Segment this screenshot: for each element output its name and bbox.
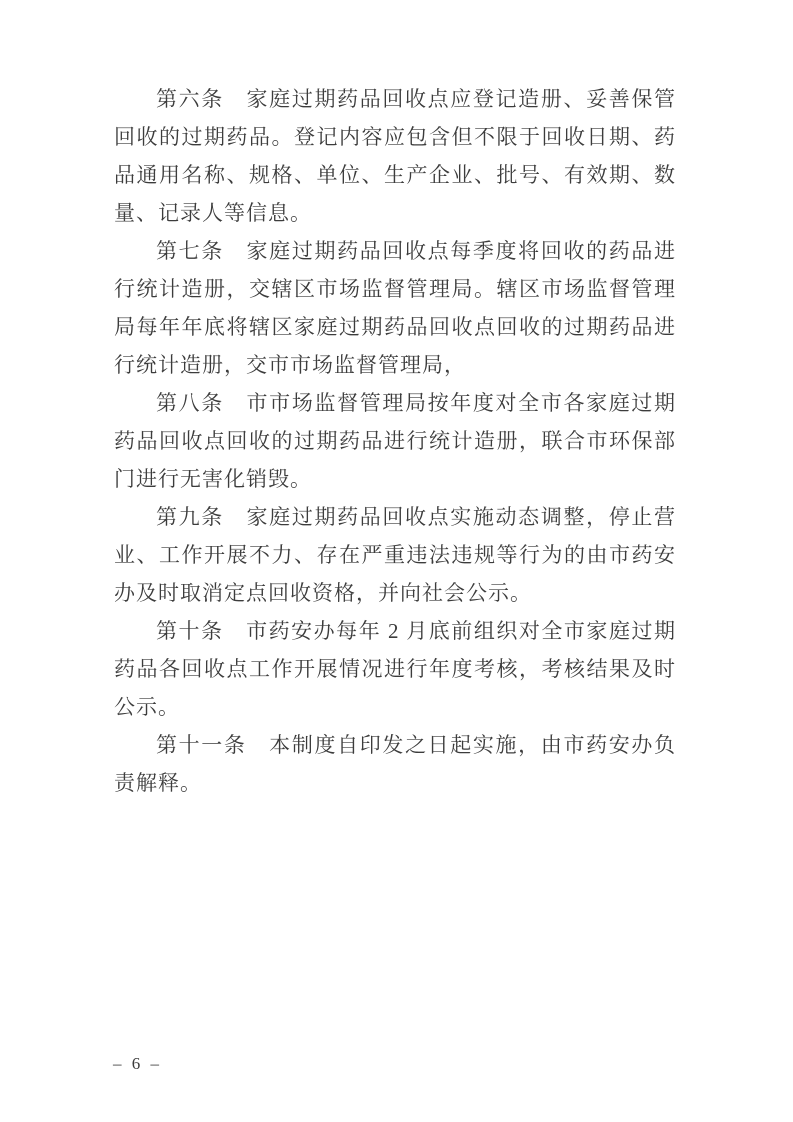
- paragraph-article-11: 第十一条 本制度自印发之日起实施，由市药安办负责解释。: [114, 733, 676, 795]
- paragraph-article-6: 第六条 家庭过期药品回收点应登记造册、妥善保管回收的过期药品。登记内容应包含但不限于回收日期、药品通用名称、规格、单位、生产企业、批号、有效期、数量、记录人等信息。: [114, 87, 676, 225]
- paragraph-article-8: 第八条 市市场监督管理局按年度对全市各家庭过期药品回收点回收的过期药品进行统计造册，联合市环保部门进行无害化销毁。: [114, 391, 676, 491]
- page-number: – 6 –: [113, 1054, 162, 1073]
- document-body: [114, 80, 676, 802]
- paragraph-article-9: 第九条 家庭过期药品回收点实施动态调整，停止营业、工作开展不力、存在严重违法违规等行为的由市药安办及时取消定点回收资格，并向社会公示。: [114, 505, 676, 605]
- paragraph-article-7: 第七条 家庭过期药品回收点每季度将回收的药品进行统计造册，交辖区市场监督管理局。辖区市场监督管理局每年年底将辖区家庭过期药品回收点回收的过期药品进行统计造册，交市市场监督管理局，: [114, 239, 676, 377]
- paragraph-article-10: 第十条 市药安办每年 2 月底前组织对全市家庭过期药品各回收点工作开展情况进行年度考核，考核结果及时公示。: [114, 619, 676, 719]
